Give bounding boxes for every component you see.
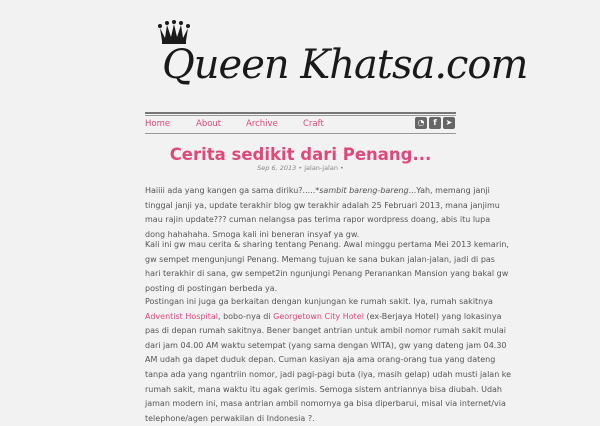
site-logo[interactable] <box>150 14 528 104</box>
text-line: rumah sakit, mana waktu itu agak gerimis. Semoga sistem antriannya bisa diubah. Udah <box>145 384 503 394</box>
paragraph-2 <box>145 238 509 296</box>
text-line: mau rajin update??? cuman nelangsa pas terima rapor wordpress doang, abis itu lupa <box>145 215 491 225</box>
text-line: Kali ini gw mau cerita & sharing tentang Penang. Awal minggu pertama Mei 2013 kemarin, <box>145 240 509 249</box>
nav-archive[interactable]: Archive <box>246 119 278 129</box>
nav-top-rule <box>145 112 456 114</box>
post-date: Sep 6, 2013 <box>257 164 297 172</box>
text-line: jaman modern ini, masa antrian ambil nomornya ga bisa diperbarui, misal via internet/via <box>145 399 506 409</box>
separator: • <box>337 164 344 172</box>
italic-text: *sambit bareng-bareng <box>315 186 409 195</box>
post-category[interactable]: jalan-jalan <box>304 164 338 172</box>
main-nav <box>145 117 456 133</box>
link-georgetown-city-hotel[interactable]: Georgetown City Hotel <box>273 311 364 321</box>
text-line: hari terakhir di sana, gw sempet2in ngunjungi Penang Peranankan Mansion yang bakal gw <box>145 269 509 279</box>
post-title[interactable]: Cerita sedikit dari Penang... <box>169 145 432 164</box>
text: ...Yah, memang janji <box>408 186 490 195</box>
text: Haiiii ada yang kangen ga sama diriku?..... <box>145 186 316 195</box>
logo-text: Queen Khatsa.com <box>162 42 528 88</box>
text-line: telephone/agen perwakilan di Indonesia ?. <box>145 413 315 423</box>
text: (ex-Berjaya Hotel) yang lokasinya <box>363 311 502 321</box>
text-line: AM udah ga dapet duduk depan. Cuman kasiyan aja ama orang-orang tua yang dateng <box>145 355 496 365</box>
twitter-icon[interactable]: ➤ <box>443 117 455 129</box>
text-line: Postingan ini juga ga berkaitan dengan kunjungan ke rumah sakit. Iya, rumah sakitnya <box>145 297 493 306</box>
post-meta <box>145 164 456 172</box>
paragraph-3 <box>145 295 512 426</box>
paragraph-1 <box>145 184 500 242</box>
text-line: posting di postingan berbeda ya. <box>145 283 278 293</box>
text: , bobo-nya di <box>217 311 274 321</box>
facebook-icon[interactable]: f <box>429 117 441 129</box>
nav-craft[interactable]: Craft <box>303 119 324 129</box>
rss-icon[interactable]: ◔ <box>415 117 427 129</box>
nav-home[interactable]: Home <box>145 119 171 129</box>
nav-about[interactable]: About <box>196 119 222 129</box>
text-line: pas di depan rumah sakitnya. Bener banget antrian untuk ambil nomor rumah sakit mulai <box>145 326 507 336</box>
link-adventist-hospital[interactable]: Adventist Hospital <box>145 311 218 321</box>
text-line: tinggal janji ya, update terakhir blog gw terakhir adalah 25 Februari 2013, mana janjimu <box>145 200 500 210</box>
text-line: tanpa ada yang ngantriin nomor, jadi pagi-pagi buta (iya, masih gelap) udah musti jalan ke <box>145 369 512 379</box>
nav-bottom-rule <box>145 133 456 134</box>
nav-top-rule-2 <box>145 115 456 116</box>
separator: • <box>296 164 305 172</box>
text-line: dong hahahaha. Smoga kali ini beneran insyaf ya gw. <box>145 229 360 239</box>
text-line: gw sempet mengunjungi Penang. Memang tujuan ke sana bukan jalan-jalan, jadi di pas <box>145 254 495 264</box>
text-line: dari jam 04.00 AM waktu setempat (yang sama dengan WITA), gw yang dateng jam 04.30 <box>145 340 507 350</box>
